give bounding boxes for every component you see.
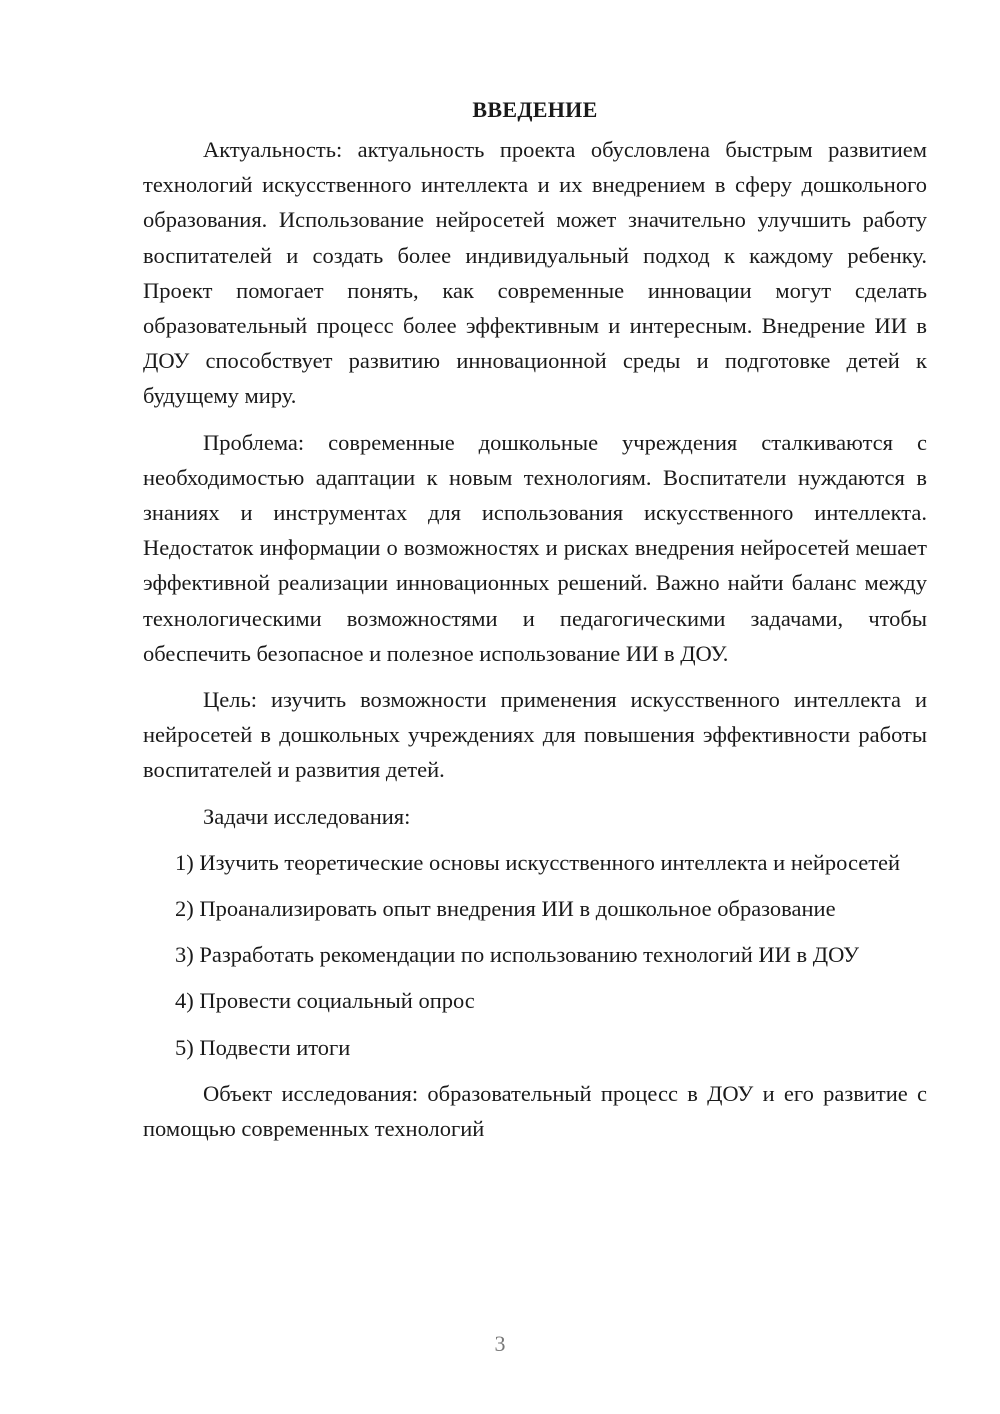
task-item-2: 2) Проанализировать опыт внедрения ИИ в дошкольное образование [175,896,836,922]
relevance-paragraph: Актуальность: актуальность проекта обусловлена быстрым развитием технологий искусственного интеллекта и их внедрением в сферу дошкольного образования. Использование нейросетей может значительно улучшить работу воспитателей и создать более индивидуальный подход к каждому ребенку. Проект помогает понять, как современные инновации могут сделать образовательный процесс более эффективным и интересным. Внедрение ИИ в ДОУ способствует развитию инновационной среды и подготовке детей к будущему миру. [143,137,927,409]
task-item-1: 1) Изучить теоретические основы искусственного интеллекта и нейросетей [175,849,901,875]
task-item-5: 5) Подвести итоги [175,1034,351,1060]
page-number: 3 [494,1331,506,1356]
object-paragraph: Объект исследования: образовательный процесс в ДОУ и его развитие с помощью современных технологий [143,1080,927,1142]
goal-paragraph: Цель: изучить возможности применения искусственного интеллекта и нейросетей в дошкольных учреждениях для повышения эффективности работы воспитателей и развития детей. [143,687,927,783]
tasks-heading: Задачи исследования: [203,803,411,829]
page-title: ВВЕДЕНИЕ [472,97,598,122]
task-item-3: 3) Разработать рекомендации по использованию технологий ИИ в ДОУ [175,942,859,968]
tasks-list [143,845,927,1065]
problem-paragraph: Проблема: современные дошкольные учреждения сталкиваются с необходимостью адаптации к новым технологиям. Воспитатели нуждаются в знаниях и инструментах для использования искусственного интеллекта. Недостаток информации о возможностях и рисках внедрения нейросетей мешает эффективной реализации инновационных решений. Важно найти баланс между технологическими возможностями и педагогическими задачами, чтобы обеспечить безопасное и полезное использование ИИ в ДОУ. [143,429,927,666]
document-page [143,92,927,1157]
task-item-4: 4) Провести социальный опрос [175,988,475,1014]
